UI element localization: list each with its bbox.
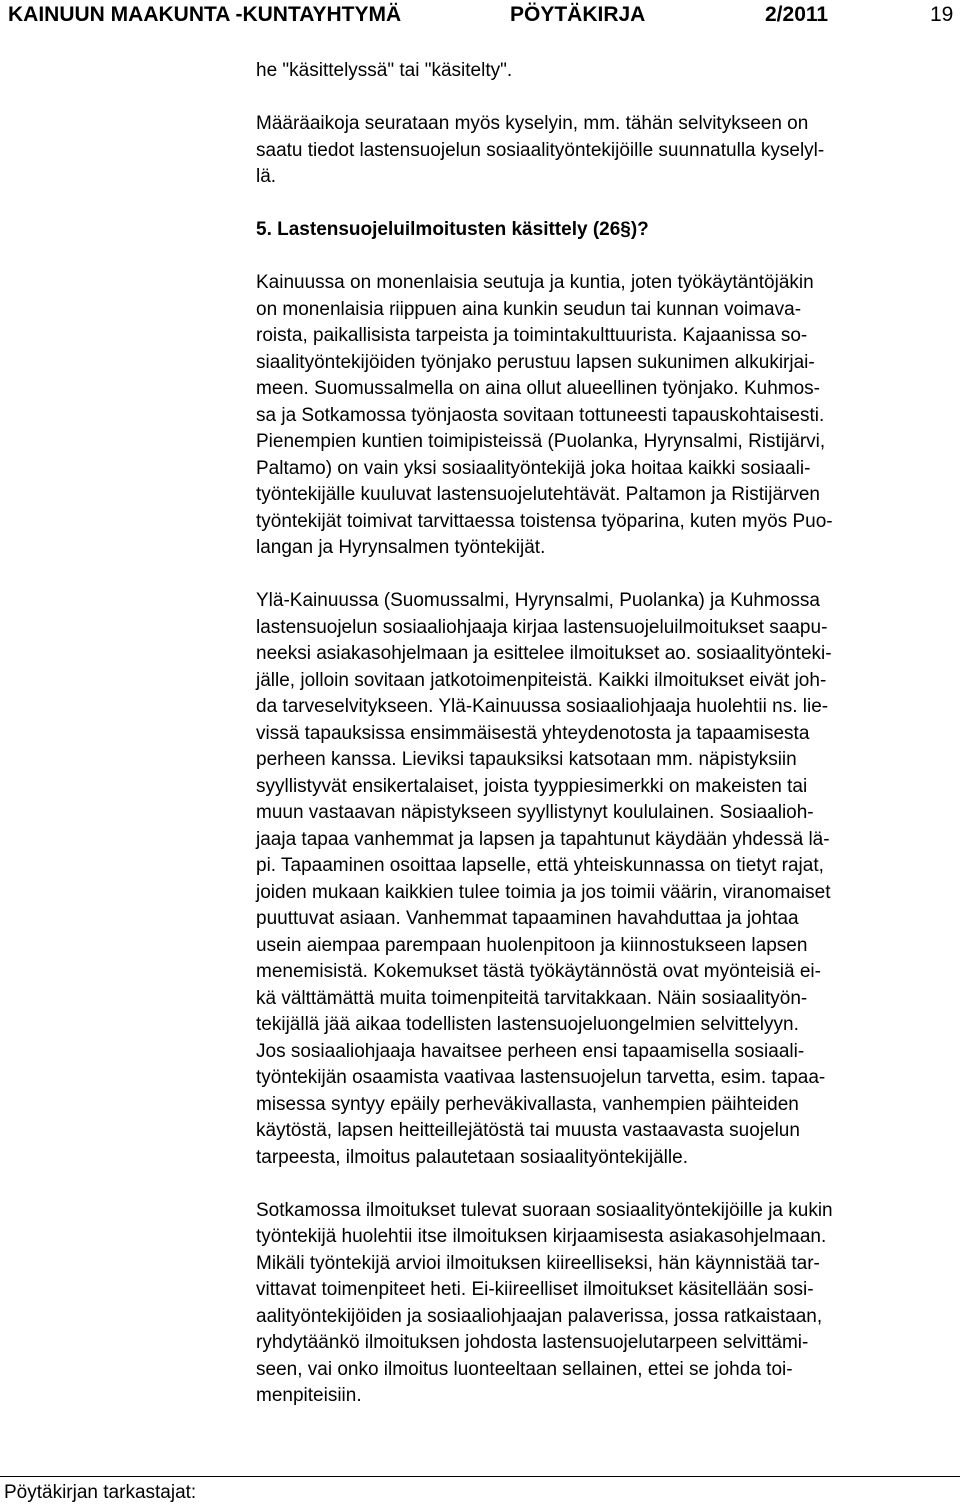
paragraph bbox=[256, 111, 956, 191]
text-line: pi. Tapaaminen osoittaa lapselle, että yhteiskunnassa on tietyt rajat, bbox=[256, 855, 824, 876]
paragraph-gap bbox=[256, 244, 956, 271]
text-line: tarpeesta, ilmoitus palautetaan sosiaalityöntekijälle. bbox=[256, 1146, 688, 1168]
paragraph-gap bbox=[256, 85, 956, 112]
text-line: työntekijän osaamista vaativaa lastensuojelun tarvetta, esim. tapaa- bbox=[256, 1067, 826, 1088]
document-type: PÖYTÄKIRJA bbox=[510, 3, 646, 26]
text-line: misessa syntyy epäily perheväkivallasta, vanhempien päihteiden bbox=[256, 1093, 799, 1115]
paragraph bbox=[256, 1198, 956, 1410]
text-line: vittavat toimenpiteet heti. Ei-kiireelliset ilmoitukset käsitellään sosi- bbox=[256, 1279, 814, 1300]
section-heading bbox=[256, 217, 956, 244]
organization-name: KAINUUN MAAKUNTA -KUNTAYHTYMÄ bbox=[8, 3, 402, 26]
text-line: menpiteisiin. bbox=[256, 1385, 362, 1406]
text-line: aalityöntekijöiden ja sosiaaliohjaajan palaverissa, jossa ratkaistaan, bbox=[256, 1305, 823, 1327]
text-line: jälle, jolloin sovitaan jatkotoimenpiteistä. Kaikki ilmoitukset eivät joh- bbox=[256, 669, 827, 691]
text-line: jaaja tapaa vanhemmat ja lapsen ja tapahtunut käydään yhdessä lä- bbox=[256, 828, 830, 850]
text-line: Määräaikoja seurataan myös kyselyin, mm. tähän selvitykseen on bbox=[256, 113, 809, 134]
text-line: seen, vai onko ilmoitus luonteeltaan sellainen, ettei se johda toi- bbox=[256, 1358, 793, 1380]
text-line: on monenlaisia riippuen aina kunkin seudun tai kunnan voimava- bbox=[256, 298, 802, 320]
text-line: sa ja Sotkamossa työnjaosta sovitaan tottuneesti tapauskohtaisesti. bbox=[256, 404, 825, 426]
text-line: syyllistyvät ensikertalaiset, joista tyyppiesimerkki on makeisten tai bbox=[256, 775, 808, 797]
document-body bbox=[256, 58, 956, 1410]
text-line: puuttuvat asiaan. Vanhemmat tapaaminen havahduttaa ja johtaa bbox=[256, 908, 799, 929]
text-line: ryhdytäänkö ilmoituksen johdosta lastensuojelutarpeen selvittämi- bbox=[256, 1332, 809, 1353]
paragraph-gap bbox=[256, 1171, 956, 1198]
text-line: Jos sosiaaliohjaaja havaitsee perheen ensi tapaamisella sosiaali- bbox=[256, 1040, 805, 1062]
text-line: Kainuussa on monenlaisia seutuja ja kuntia, joten työkäytäntöjäkin bbox=[256, 272, 814, 293]
text-line: lastensuojelun sosiaaliohjaaja kirjaa lastensuojeluilmoitukset saapu- bbox=[256, 616, 828, 638]
text-line: perheen kanssa. Lieviksi tapauksiksi katsotaan mm. näpistyksiin bbox=[256, 749, 797, 770]
paragraph bbox=[256, 58, 956, 85]
text-line: menemisistä. Kokemukset tästä työkäytännöstä ovat myönteisiä ei- bbox=[256, 961, 821, 982]
document-number: 2/2011 bbox=[765, 3, 829, 26]
text-line: muun vastaavan näpistykseen syyllistynyt koululainen. Sosiaalioh- bbox=[256, 802, 814, 823]
page-header bbox=[0, 0, 960, 34]
text-line: vissä tapauksissa ensimmäisestä yhteydenotosta ja tapaamisesta bbox=[256, 722, 810, 744]
text-line: Ylä-Kainuussa (Suomussalmi, Hyrynsalmi, Puolanka) ja Kuhmossa bbox=[256, 590, 820, 611]
paragraph-gap bbox=[256, 191, 956, 218]
footer-divider bbox=[0, 1476, 960, 1477]
text-line: työntekijät toimivat tarvittaessa toistensa työparina, kuten myös Puo- bbox=[256, 510, 833, 532]
text-line: Paltamo) on vain yksi sosiaalityöntekijä joka hoitaa kaikki sosiaali- bbox=[256, 457, 811, 479]
text-line: lä. bbox=[256, 166, 277, 187]
paragraph-gap bbox=[256, 562, 956, 589]
text-line: usein aiempaa parempaan huolenpitoon ja kiinnostukseen lapsen bbox=[256, 934, 808, 956]
text-line: työntekijä huolehtii itse ilmoituksen kirjaamisesta asiakasohjelmaan. bbox=[256, 1226, 827, 1247]
text-line: saatu tiedot lastensuojelun sosiaalityöntekijöille suunnatulla kyselyl- bbox=[256, 139, 825, 161]
text-line: tekijällä jää aikaa todellisten lastensuojeluongelmien selvittelyyn. bbox=[256, 1014, 799, 1035]
text-line: kä välttämättä muita toimenpiteitä tarvitakkaan. Näin sosiaalityön- bbox=[256, 987, 808, 1009]
text-line: Mikäli työntekijä arvioi ilmoituksen kiireelliseksi, hän käynnistää tar- bbox=[256, 1252, 820, 1274]
text-line: Sotkamossa ilmoitukset tulevat suoraan sosiaalityöntekijöille ja kukin bbox=[256, 1199, 833, 1221]
text-line: työntekijälle kuuluvat lastensuojelutehtävät. Paltamon ja Ristijärven bbox=[256, 484, 820, 505]
text-line: siaalityöntekijöiden työnjako perustuu lapsen sukunimen alkukirjai- bbox=[256, 351, 815, 373]
text-line: 5. Lastensuojeluilmoitusten käsittely (26§)? bbox=[256, 219, 649, 240]
page-number: 19 bbox=[930, 3, 954, 26]
text-line: neeksi asiakasohjelmaan ja esittelee ilmoitukset ao. sosiaalityönteki- bbox=[256, 643, 832, 664]
footer-label: Pöytäkirjan tarkastajat: bbox=[4, 1482, 197, 1503]
text-line: da tarveselvitykseen. Ylä-Kainuussa sosiaaliohjaaja huolehtii ns. lie- bbox=[256, 696, 829, 717]
paragraph bbox=[256, 588, 956, 1171]
text-line: langan ja Hyrynsalmen työntekijät. bbox=[256, 537, 546, 558]
text-line: Pienempien kuntien toimipisteissä (Puolanka, Hyrynsalmi, Ristijärvi, bbox=[256, 431, 826, 452]
text-line: meen. Suomussalmella on aina ollut alueellinen työnjako. Kuhmos- bbox=[256, 378, 820, 399]
text-line: joiden mukaan kaikkien tulee toimia ja jos toimii väärin, viranomaiset bbox=[256, 881, 831, 903]
text-line: he "käsittelyssä" tai "käsitelty". bbox=[256, 60, 513, 81]
paragraph bbox=[256, 270, 956, 562]
text-line: roista, paikallisista tarpeista ja toimintakulttuurista. Kajaanissa so- bbox=[256, 325, 808, 346]
text-line: käytöstä, lapsen heitteillejätöstä tai muusta vastaavasta suojelun bbox=[256, 1120, 800, 1141]
